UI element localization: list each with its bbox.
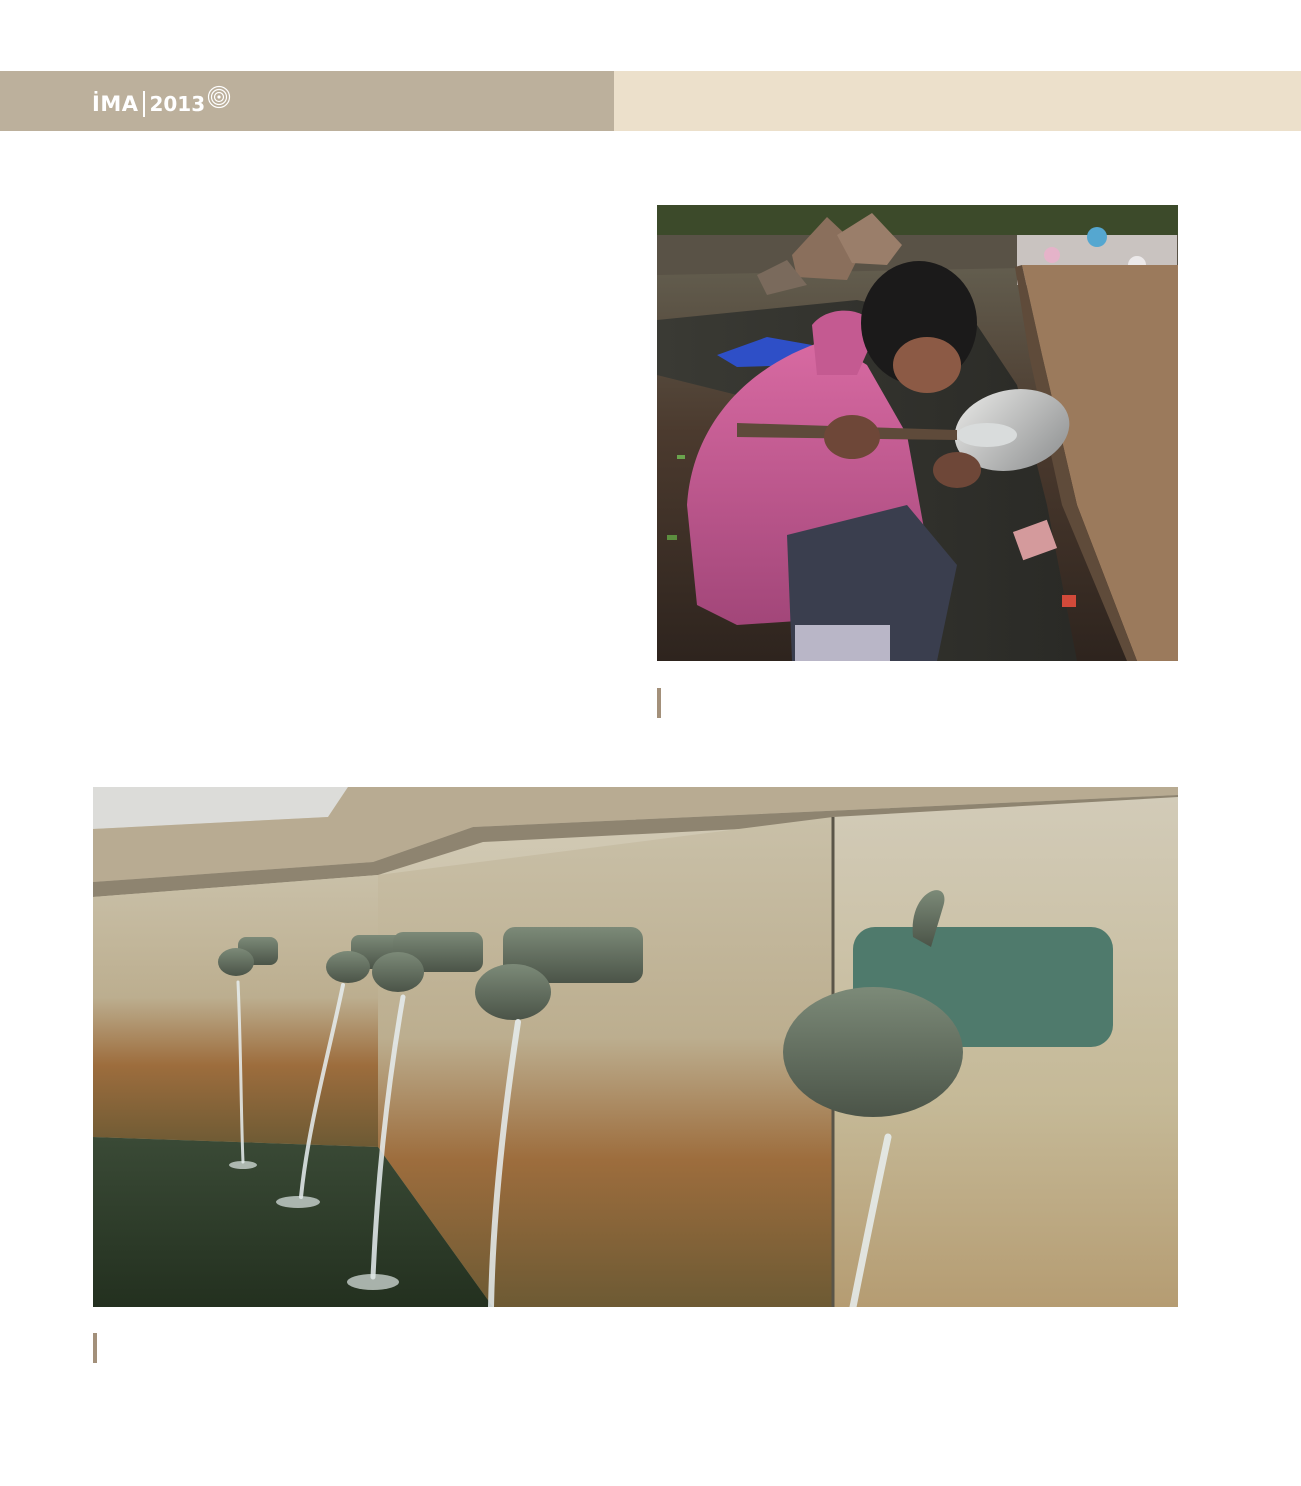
stone-water-spouts-photo bbox=[93, 787, 1178, 1307]
concentric-rings-icon bbox=[207, 85, 231, 109]
ima-logo bbox=[92, 86, 231, 122]
photo-caption-marker bbox=[93, 1333, 97, 1363]
header-band-right bbox=[614, 71, 1301, 131]
logo-separator bbox=[143, 91, 145, 117]
photo-caption-marker bbox=[657, 688, 661, 718]
child-drinking-water-photo bbox=[657, 205, 1178, 661]
logo-year: 2013 bbox=[149, 92, 206, 116]
logo-brand: İMA bbox=[92, 92, 139, 116]
